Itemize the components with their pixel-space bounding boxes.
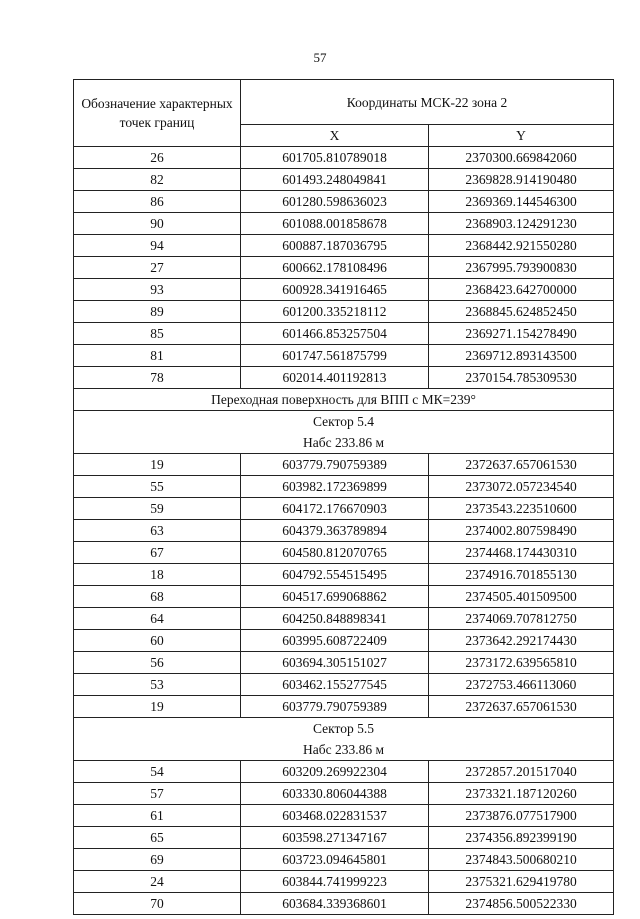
x-cell: 603995.608722409 [241,630,429,652]
table-row [74,827,614,849]
table-body-sector-b [74,761,614,915]
point-cell: 67 [74,542,241,564]
table-header [74,80,614,147]
table-row [74,893,614,915]
y-cell: 2368423.642700000 [429,279,614,301]
table-row [74,235,614,257]
y-cell: 2374002.807598490 [429,520,614,542]
table-row [74,761,614,783]
table-row [74,169,614,191]
x-cell: 603723.094645801 [241,849,429,871]
point-cell: 64 [74,608,241,630]
point-cell: 93 [74,279,241,301]
point-cell: 56 [74,652,241,674]
point-cell: 55 [74,476,241,498]
y-cell: 2374505.401509500 [429,586,614,608]
point-cell: 19 [74,696,241,718]
table-row [74,498,614,520]
point-cell: 86 [74,191,241,213]
y-cell: 2369828.914190480 [429,169,614,191]
x-cell: 603779.790759389 [241,454,429,476]
table-row [74,454,614,476]
y-cell: 2374856.500522330 [429,893,614,915]
y-cell: 2368903.124291230 [429,213,614,235]
y-cell: 2374916.701855130 [429,564,614,586]
x-cell: 604379.363789894 [241,520,429,542]
table-body-sector-a [74,454,614,718]
y-cell: 2367995.793900830 [429,257,614,279]
point-cell: 89 [74,301,241,323]
table-row [74,213,614,235]
table-row [74,476,614,498]
point-cell: 59 [74,498,241,520]
sector-b-elevation-row [74,739,614,761]
y-cell: 2372753.466113060 [429,674,614,696]
point-cell: 70 [74,893,241,915]
point-cell: 27 [74,257,241,279]
x-cell: 603982.172369899 [241,476,429,498]
section-title-row [74,389,614,411]
x-cell: 603779.790759389 [241,696,429,718]
table-row [74,783,614,805]
x-cell: 600662.178108496 [241,257,429,279]
y-cell: 2374843.500680210 [429,849,614,871]
x-cell: 603684.339368601 [241,893,429,915]
table-row [74,323,614,345]
x-cell: 601493.248049841 [241,169,429,191]
point-cell: 94 [74,235,241,257]
y-cell: 2374069.707812750 [429,608,614,630]
y-cell: 2370300.669842060 [429,147,614,169]
table-row [74,652,614,674]
point-cell: 61 [74,805,241,827]
point-cell: 85 [74,323,241,345]
x-cell: 603468.022831537 [241,805,429,827]
x-cell: 604580.812070765 [241,542,429,564]
table-row [74,191,614,213]
point-cell: 24 [74,871,241,893]
y-cell: 2372637.657061530 [429,696,614,718]
y-cell: 2368845.624852450 [429,301,614,323]
x-cell: 602014.401192813 [241,367,429,389]
point-cell: 54 [74,761,241,783]
table-row [74,586,614,608]
table-row [74,345,614,367]
table-row [74,147,614,169]
y-cell: 2375321.629419780 [429,871,614,893]
point-cell: 53 [74,674,241,696]
table-row [74,849,614,871]
x-cell: 600887.187036795 [241,235,429,257]
y-cell: 2368442.921550280 [429,235,614,257]
point-cell: 57 [74,783,241,805]
table-row [74,608,614,630]
sector-a-elevation: Набс 233.86 м [74,432,614,454]
y-cell: 2373642.292174430 [429,630,614,652]
x-cell: 603330.806044388 [241,783,429,805]
table-body-top [74,147,614,389]
table-row [74,520,614,542]
x-cell: 604172.176670903 [241,498,429,520]
x-cell: 601466.853257504 [241,323,429,345]
x-cell: 601747.561875799 [241,345,429,367]
sector-b-title: Сектор 5.5 [74,718,614,740]
x-cell: 604517.699068862 [241,586,429,608]
point-cell: 60 [74,630,241,652]
point-cell: 69 [74,849,241,871]
x-cell: 603598.271347167 [241,827,429,849]
y-cell: 2374468.174430310 [429,542,614,564]
y-cell: 2373543.223510600 [429,498,614,520]
table-row [74,257,614,279]
table-row [74,871,614,893]
x-cell: 603844.741999223 [241,871,429,893]
point-cell: 65 [74,827,241,849]
point-cell: 19 [74,454,241,476]
y-cell: 2373072.057234540 [429,476,614,498]
sector-a-title: Сектор 5.4 [74,411,614,433]
y-cell: 2372857.201517040 [429,761,614,783]
section-heading-group [74,389,614,454]
sector-b-elevation: Набс 233.86 м [74,739,614,761]
y-cell: 2370154.785309530 [429,367,614,389]
point-cell: 82 [74,169,241,191]
header-x: X [241,125,429,147]
point-cell: 26 [74,147,241,169]
header-coordinates-system: Координаты МСК-22 зона 2 [241,80,614,125]
x-cell: 603462.155277545 [241,674,429,696]
page-number: 57 [313,50,327,65]
table-row [74,367,614,389]
section-title: Переходная поверхность для ВПП с МК=239° [74,389,614,411]
sector-b-heading-group [74,718,614,761]
sector-a-elevation-row [74,432,614,454]
table-row [74,301,614,323]
point-cell: 81 [74,345,241,367]
x-cell: 603694.305151027 [241,652,429,674]
table-row [74,674,614,696]
y-cell: 2369369.144546300 [429,191,614,213]
sector-a-title-row [74,411,614,433]
y-cell: 2373172.639565810 [429,652,614,674]
y-cell: 2369271.154278490 [429,323,614,345]
sector-b-title-row [74,718,614,740]
table-row [74,805,614,827]
x-cell: 601705.810789018 [241,147,429,169]
y-cell: 2372637.657061530 [429,454,614,476]
table-row [74,279,614,301]
coordinates-table [73,79,614,915]
y-cell: 2374356.892399190 [429,827,614,849]
y-cell: 2373876.077517900 [429,805,614,827]
point-cell: 78 [74,367,241,389]
table-row [74,696,614,718]
point-cell: 68 [74,586,241,608]
point-cell: 18 [74,564,241,586]
x-cell: 603209.269922304 [241,761,429,783]
header-y: Y [429,125,614,147]
point-cell: 63 [74,520,241,542]
x-cell: 600928.341916465 [241,279,429,301]
x-cell: 601280.598636023 [241,191,429,213]
table-row [74,564,614,586]
table-row [74,542,614,564]
y-cell: 2369712.893143500 [429,345,614,367]
header-point-designation: Обозначение характерных точек границ [74,80,241,147]
y-cell: 2373321.187120260 [429,783,614,805]
x-cell: 601088.001858678 [241,213,429,235]
table-row [74,630,614,652]
point-cell: 90 [74,213,241,235]
x-cell: 604250.848898341 [241,608,429,630]
x-cell: 601200.335218112 [241,301,429,323]
x-cell: 604792.554515495 [241,564,429,586]
